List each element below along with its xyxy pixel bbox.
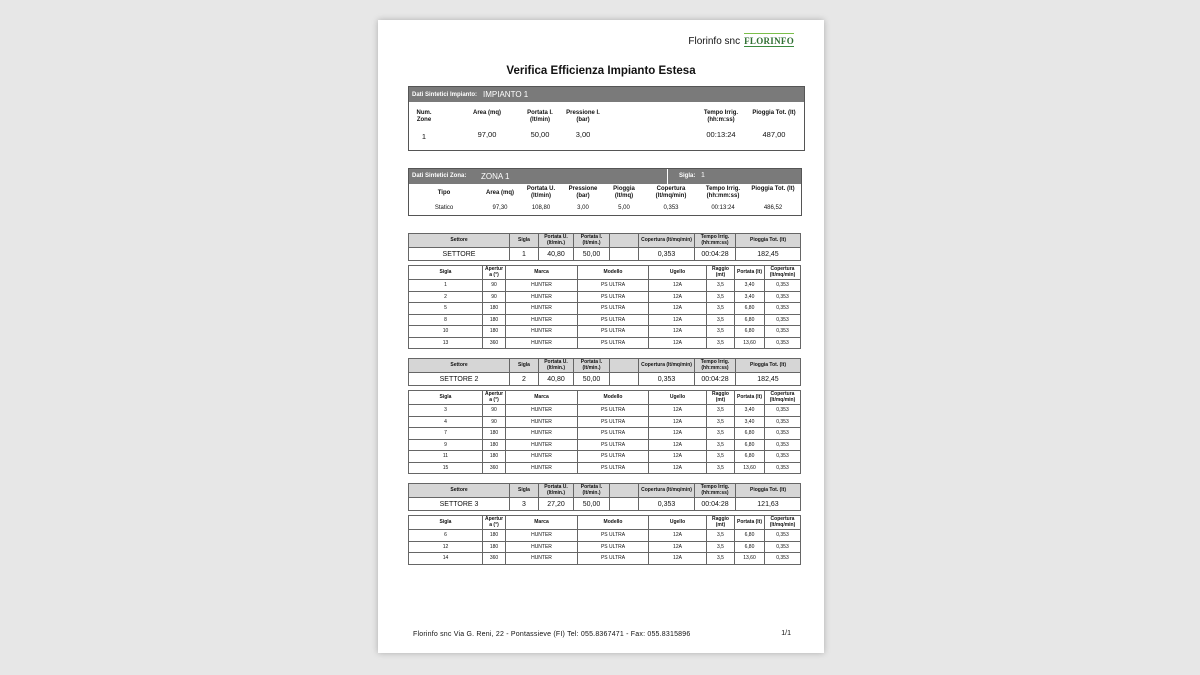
detail-portata: 6,80 <box>735 314 765 326</box>
detail-portata: 3,40 <box>735 416 765 428</box>
detail-apertura: 90 <box>483 280 506 292</box>
table-row <box>409 530 801 542</box>
hdr-portata-u: Portata U. (lt/min.) <box>539 484 574 498</box>
page-number: 1/1 <box>781 630 791 637</box>
detail-apertura: 180 <box>483 303 506 315</box>
hdr-detail-raggio: Raggio (mt) <box>707 391 735 405</box>
detail-ugello: 12A <box>649 553 707 565</box>
detail-ugello: 12A <box>649 530 707 542</box>
settore-tempo: 00:04:28 <box>695 373 736 386</box>
settore-tempo: 00:04:28 <box>695 498 736 511</box>
imp-val-pressione: 3,00 <box>575 130 591 139</box>
detail-ugello: 12A <box>649 428 707 440</box>
hdr-detail-copertura: Copertura (lt/mq/min) <box>765 391 801 405</box>
hdr-detail-sigla: Sigla <box>409 391 483 405</box>
table-row <box>409 439 801 451</box>
table-row <box>409 553 801 565</box>
settore-name: SETTORE 2 <box>409 373 510 386</box>
settore-blank <box>610 248 639 261</box>
detail-ugello: 12A <box>649 314 707 326</box>
settore-2-detail <box>408 390 801 474</box>
detail-apertura: 180 <box>483 530 506 542</box>
detail-apertura: 180 <box>483 541 506 553</box>
detail-copertura: 0,353 <box>765 416 801 428</box>
detail-sigla: 13 <box>409 337 483 349</box>
zona-hdr-pioggia-tot: Pioggia Tot. (lt) <box>751 186 795 192</box>
zona-val-area: 97,30 <box>492 205 508 211</box>
detail-sigla: 11 <box>409 451 483 463</box>
company-name: Florinfo snc <box>688 36 741 47</box>
detail-sigla: 5 <box>409 303 483 315</box>
detail-copertura: 0,353 <box>765 314 801 326</box>
detail-marca: HUNTER <box>506 326 578 338</box>
settore-1-detail <box>408 265 801 349</box>
hdr-detail-sigla: Sigla <box>409 516 483 530</box>
detail-sigla: 10 <box>409 326 483 338</box>
imp-hdr-portata: Portata I. (lt/min) <box>527 110 553 123</box>
detail-raggio: 3,5 <box>707 405 735 417</box>
settore-pioggia-tot: 121,63 <box>736 498 801 511</box>
hdr-tempo: Tempo Irrig. (hh:mm:ss) <box>695 359 736 373</box>
detail-marca: HUNTER <box>506 303 578 315</box>
detail-portata: 3,40 <box>735 280 765 292</box>
detail-apertura: 90 <box>483 291 506 303</box>
detail-header-row <box>409 516 801 530</box>
hdr-sigla: Sigla <box>510 359 539 373</box>
hdr-detail-raggio: Raggio (mt) <box>707 516 735 530</box>
settore-header-row <box>409 234 801 248</box>
detail-marca: HUNTER <box>506 439 578 451</box>
detail-modello: PS ULTRA <box>578 303 649 315</box>
detail-marca: HUNTER <box>506 451 578 463</box>
detail-apertura: 180 <box>483 451 506 463</box>
settore-blank <box>610 373 639 386</box>
detail-header-row <box>409 266 801 280</box>
hdr-blank <box>610 234 639 248</box>
table-row <box>409 451 801 463</box>
hdr-detail-modello: Modello <box>578 391 649 405</box>
hdr-detail-ugello: Ugello <box>649 516 707 530</box>
detail-marca: HUNTER <box>506 553 578 565</box>
imp-hdr-pioggia: Pioggia Tot. (lt) <box>752 110 796 116</box>
detail-ugello: 12A <box>649 291 707 303</box>
table-row <box>409 326 801 338</box>
hdr-portata-i: Portata I. (lt/min.) <box>574 484 610 498</box>
zona-hdr-pressione: Pressione (bar) <box>568 186 598 199</box>
detail-ugello: 12A <box>649 451 707 463</box>
detail-sigla: 1 <box>409 280 483 292</box>
detail-portata: 13,60 <box>735 462 765 474</box>
detail-modello: PS ULTRA <box>578 337 649 349</box>
impianto-label: Dati Sintetici Impianto: <box>412 91 478 98</box>
detail-raggio: 3,5 <box>707 541 735 553</box>
detail-apertura: 360 <box>483 337 506 349</box>
settore-value-row <box>409 373 801 386</box>
detail-modello: PS ULTRA <box>578 541 649 553</box>
detail-raggio: 3,5 <box>707 314 735 326</box>
detail-raggio: 3,5 <box>707 451 735 463</box>
detail-ugello: 12A <box>649 337 707 349</box>
detail-ugello: 12A <box>649 280 707 292</box>
settore-portata-i: 50,00 <box>574 498 610 511</box>
detail-sigla: 14 <box>409 553 483 565</box>
settore-sigla: 2 <box>510 373 539 386</box>
impianto-summary <box>408 86 805 151</box>
detail-portata: 6,80 <box>735 541 765 553</box>
detail-sigla: 7 <box>409 428 483 440</box>
table-row <box>409 428 801 440</box>
impianto-value: IMPIANTO 1 <box>483 90 529 99</box>
hdr-pioggia-tot: Pioggia Tot. (lt) <box>736 484 801 498</box>
zona-hdr-pioggia: Pioggia (lt/mq) <box>613 186 635 199</box>
zona-val-tipo: Statico <box>434 205 454 211</box>
zona-sigla-label: Sigla: <box>679 173 696 179</box>
detail-marca: HUNTER <box>506 314 578 326</box>
detail-apertura: 180 <box>483 428 506 440</box>
hdr-portata-i: Portata I. (lt/min.) <box>574 359 610 373</box>
detail-modello: PS ULTRA <box>578 451 649 463</box>
imp-val-pioggia: 487,00 <box>762 130 786 139</box>
hdr-detail-portata: Portata (lt) <box>735 391 765 405</box>
hdr-detail-raggio: Raggio (mt) <box>707 266 735 280</box>
zona-hdr-tempo: Tempo Irrig. (hh:mm:ss) <box>705 186 741 199</box>
brand-header <box>688 36 794 47</box>
detail-portata: 6,80 <box>735 326 765 338</box>
hdr-portata-i: Portata I. (lt/min.) <box>574 234 610 248</box>
settore-copertura: 0,353 <box>639 248 695 261</box>
detail-marca: HUNTER <box>506 416 578 428</box>
detail-copertura: 0,353 <box>765 428 801 440</box>
detail-copertura: 0,353 <box>765 326 801 338</box>
hdr-copertura: Copertura (lt/mq/min) <box>639 234 695 248</box>
hdr-settore: Settore <box>409 234 510 248</box>
hdr-detail-copertura: Copertura (lt/mq/min) <box>765 516 801 530</box>
settore-1-summary <box>408 233 801 261</box>
detail-modello: PS ULTRA <box>578 553 649 565</box>
hdr-detail-modello: Modello <box>578 516 649 530</box>
detail-copertura: 0,353 <box>765 405 801 417</box>
hdr-blank <box>610 484 639 498</box>
zona-hdr-tipo: Tipo <box>437 190 451 196</box>
detail-apertura: 360 <box>483 553 506 565</box>
detail-portata: 3,40 <box>735 405 765 417</box>
hdr-tempo: Tempo Irrig. (hh:mm:ss) <box>695 484 736 498</box>
settore-2-summary <box>408 358 801 386</box>
zona-header <box>409 169 801 184</box>
hdr-detail-copertura: Copertura (lt/mq/min) <box>765 266 801 280</box>
settore-3-summary <box>408 483 801 511</box>
detail-copertura: 0,353 <box>765 462 801 474</box>
hdr-settore: Settore <box>409 484 510 498</box>
detail-apertura: 180 <box>483 314 506 326</box>
zona-hdr-copertura: Copertura (lt/mq/min) <box>655 186 687 199</box>
hdr-sigla: Sigla <box>510 234 539 248</box>
detail-portata: 13,60 <box>735 553 765 565</box>
imp-val-zone: 1 <box>421 132 427 141</box>
detail-marca: HUNTER <box>506 462 578 474</box>
detail-modello: PS ULTRA <box>578 291 649 303</box>
zona-label: Dati Sintetici Zona: <box>412 173 467 179</box>
detail-modello: PS ULTRA <box>578 462 649 474</box>
detail-modello: PS ULTRA <box>578 405 649 417</box>
settore-header-row <box>409 359 801 373</box>
detail-portata: 6,80 <box>735 451 765 463</box>
detail-portata: 6,80 <box>735 530 765 542</box>
settore-portata-i: 50,00 <box>574 373 610 386</box>
detail-copertura: 0,353 <box>765 451 801 463</box>
settore-value-row <box>409 498 801 511</box>
detail-modello: PS ULTRA <box>578 428 649 440</box>
hdr-portata-u: Portata U. (lt/min.) <box>539 234 574 248</box>
detail-copertura: 0,353 <box>765 291 801 303</box>
detail-sigla: 15 <box>409 462 483 474</box>
detail-modello: PS ULTRA <box>578 314 649 326</box>
detail-raggio: 3,5 <box>707 428 735 440</box>
detail-raggio: 3,5 <box>707 291 735 303</box>
table-row <box>409 280 801 292</box>
zona-val-copertura: 0,353 <box>663 205 679 211</box>
settore-copertura: 0,353 <box>639 373 695 386</box>
hdr-sigla: Sigla <box>510 484 539 498</box>
detail-copertura: 0,353 <box>765 541 801 553</box>
settore-sigla: 3 <box>510 498 539 511</box>
settore-portata-i: 50,00 <box>574 248 610 261</box>
settore-sigla: 1 <box>510 248 539 261</box>
table-row <box>409 462 801 474</box>
detail-sigla: 2 <box>409 291 483 303</box>
hdr-detail-ugello: Ugello <box>649 391 707 405</box>
hdr-detail-apertura: Apertur a (°) <box>483 266 506 280</box>
table-row <box>409 541 801 553</box>
settore-3-detail <box>408 515 801 565</box>
detail-raggio: 3,5 <box>707 530 735 542</box>
document-page <box>378 20 824 653</box>
zona-val-pioggia: 5,00 <box>618 205 630 211</box>
hdr-detail-modello: Modello <box>578 266 649 280</box>
detail-ugello: 12A <box>649 541 707 553</box>
detail-raggio: 3,5 <box>707 462 735 474</box>
detail-marca: HUNTER <box>506 530 578 542</box>
detail-ugello: 12A <box>649 405 707 417</box>
settore-header-row <box>409 484 801 498</box>
settore-pioggia-tot: 182,45 <box>736 248 801 261</box>
detail-marca: HUNTER <box>506 337 578 349</box>
hdr-detail-portata: Portata (lt) <box>735 516 765 530</box>
detail-modello: PS ULTRA <box>578 280 649 292</box>
zona-val-pressione: 3,00 <box>577 205 589 211</box>
detail-portata: 6,80 <box>735 439 765 451</box>
hdr-detail-ugello: Ugello <box>649 266 707 280</box>
detail-portata: 6,80 <box>735 428 765 440</box>
detail-portata: 6,80 <box>735 303 765 315</box>
hdr-pioggia-tot: Pioggia Tot. (lt) <box>736 234 801 248</box>
detail-raggio: 3,5 <box>707 303 735 315</box>
settore-portata-u: 27,20 <box>539 498 574 511</box>
detail-modello: PS ULTRA <box>578 530 649 542</box>
detail-apertura: 90 <box>483 405 506 417</box>
settore-copertura: 0,353 <box>639 498 695 511</box>
detail-raggio: 3,5 <box>707 337 735 349</box>
detail-raggio: 3,5 <box>707 280 735 292</box>
zona-hdr-area: Area (mq) <box>485 190 514 196</box>
document-title: Verifica Efficienza Impianto Estesa <box>506 65 696 77</box>
imp-hdr-pressione: Pressione I. (bar) <box>566 110 600 123</box>
hdr-tempo: Tempo Irrig. (hh:mm:ss) <box>695 234 736 248</box>
detail-ugello: 12A <box>649 303 707 315</box>
detail-ugello: 12A <box>649 416 707 428</box>
detail-copertura: 0,353 <box>765 337 801 349</box>
detail-raggio: 3,5 <box>707 439 735 451</box>
hdr-settore: Settore <box>409 359 510 373</box>
settore-name: SETTORE <box>409 248 510 261</box>
detail-apertura: 90 <box>483 416 506 428</box>
zona-val-tempo: 00:13:24 <box>711 205 735 211</box>
imp-hdr-zone: Num. Zone <box>416 110 432 123</box>
detail-copertura: 0,353 <box>765 439 801 451</box>
hdr-copertura: Copertura (lt/mq/min) <box>639 359 695 373</box>
hdr-detail-portata: Portata (lt) <box>735 266 765 280</box>
settore-name: SETTORE 3 <box>409 498 510 511</box>
zona-val-pioggia-tot: 486,52 <box>763 205 783 211</box>
detail-sigla: 9 <box>409 439 483 451</box>
zona-summary <box>408 168 802 216</box>
hdr-detail-sigla: Sigla <box>409 266 483 280</box>
settore-blank <box>610 498 639 511</box>
detail-modello: PS ULTRA <box>578 439 649 451</box>
company-logo: FLORINFO <box>744 36 794 46</box>
zona-hdr-portata: Portata U. (lt/min) <box>526 186 556 199</box>
detail-portata: 3,40 <box>735 291 765 303</box>
imp-val-area: 97,00 <box>477 130 497 139</box>
footer-address: Florinfo snc Via G. Reni, 22 - Pontassieve (FI) Tel: 055.8367471 - Fax: 055.8315896 <box>413 631 691 638</box>
detail-apertura: 180 <box>483 439 506 451</box>
hdr-copertura: Copertura (lt/mq/min) <box>639 484 695 498</box>
detail-sigla: 8 <box>409 314 483 326</box>
detail-raggio: 3,5 <box>707 416 735 428</box>
detail-marca: HUNTER <box>506 541 578 553</box>
detail-copertura: 0,353 <box>765 280 801 292</box>
imp-hdr-area: Area (mq) <box>473 110 502 116</box>
detail-marca: HUNTER <box>506 405 578 417</box>
hdr-pioggia-tot: Pioggia Tot. (lt) <box>736 359 801 373</box>
detail-header-row <box>409 391 801 405</box>
hdr-detail-marca: Marca <box>506 391 578 405</box>
zona-val-portata: 108,80 <box>531 205 551 211</box>
detail-marca: HUNTER <box>506 280 578 292</box>
detail-marca: HUNTER <box>506 428 578 440</box>
settore-tempo: 00:04:28 <box>695 248 736 261</box>
detail-sigla: 4 <box>409 416 483 428</box>
table-row <box>409 337 801 349</box>
zona-value: ZONA 1 <box>481 172 510 181</box>
imp-val-portata: 50,00 <box>530 130 550 139</box>
detail-portata: 13,60 <box>735 337 765 349</box>
hdr-detail-apertura: Apertur a (°) <box>483 391 506 405</box>
detail-sigla: 3 <box>409 405 483 417</box>
detail-modello: PS ULTRA <box>578 416 649 428</box>
impianto-header <box>409 87 804 102</box>
detail-raggio: 3,5 <box>707 326 735 338</box>
detail-copertura: 0,353 <box>765 553 801 565</box>
hdr-detail-apertura: Apertur a (°) <box>483 516 506 530</box>
detail-sigla: 12 <box>409 541 483 553</box>
table-row <box>409 291 801 303</box>
detail-apertura: 180 <box>483 326 506 338</box>
detail-marca: HUNTER <box>506 291 578 303</box>
detail-ugello: 12A <box>649 462 707 474</box>
hdr-portata-u: Portata U. (lt/min.) <box>539 359 574 373</box>
imp-val-tempo: 00:13:24 <box>706 130 736 139</box>
hdr-blank <box>610 359 639 373</box>
imp-hdr-tempo: Tempo Irrig. (hh:m:ss) <box>703 110 739 123</box>
detail-sigla: 6 <box>409 530 483 542</box>
table-row <box>409 314 801 326</box>
zona-header-divider <box>667 169 668 184</box>
settore-portata-u: 40,80 <box>539 248 574 261</box>
settore-pioggia-tot: 182,45 <box>736 373 801 386</box>
table-row <box>409 303 801 315</box>
detail-ugello: 12A <box>649 439 707 451</box>
detail-ugello: 12A <box>649 326 707 338</box>
hdr-detail-marca: Marca <box>506 266 578 280</box>
settore-value-row <box>409 248 801 261</box>
detail-modello: PS ULTRA <box>578 326 649 338</box>
table-row <box>409 416 801 428</box>
zona-sigla-value: 1 <box>701 172 705 179</box>
detail-apertura: 360 <box>483 462 506 474</box>
table-row <box>409 405 801 417</box>
detail-raggio: 3,5 <box>707 553 735 565</box>
hdr-detail-marca: Marca <box>506 516 578 530</box>
detail-copertura: 0,353 <box>765 303 801 315</box>
settore-portata-u: 40,80 <box>539 373 574 386</box>
detail-copertura: 0,353 <box>765 530 801 542</box>
